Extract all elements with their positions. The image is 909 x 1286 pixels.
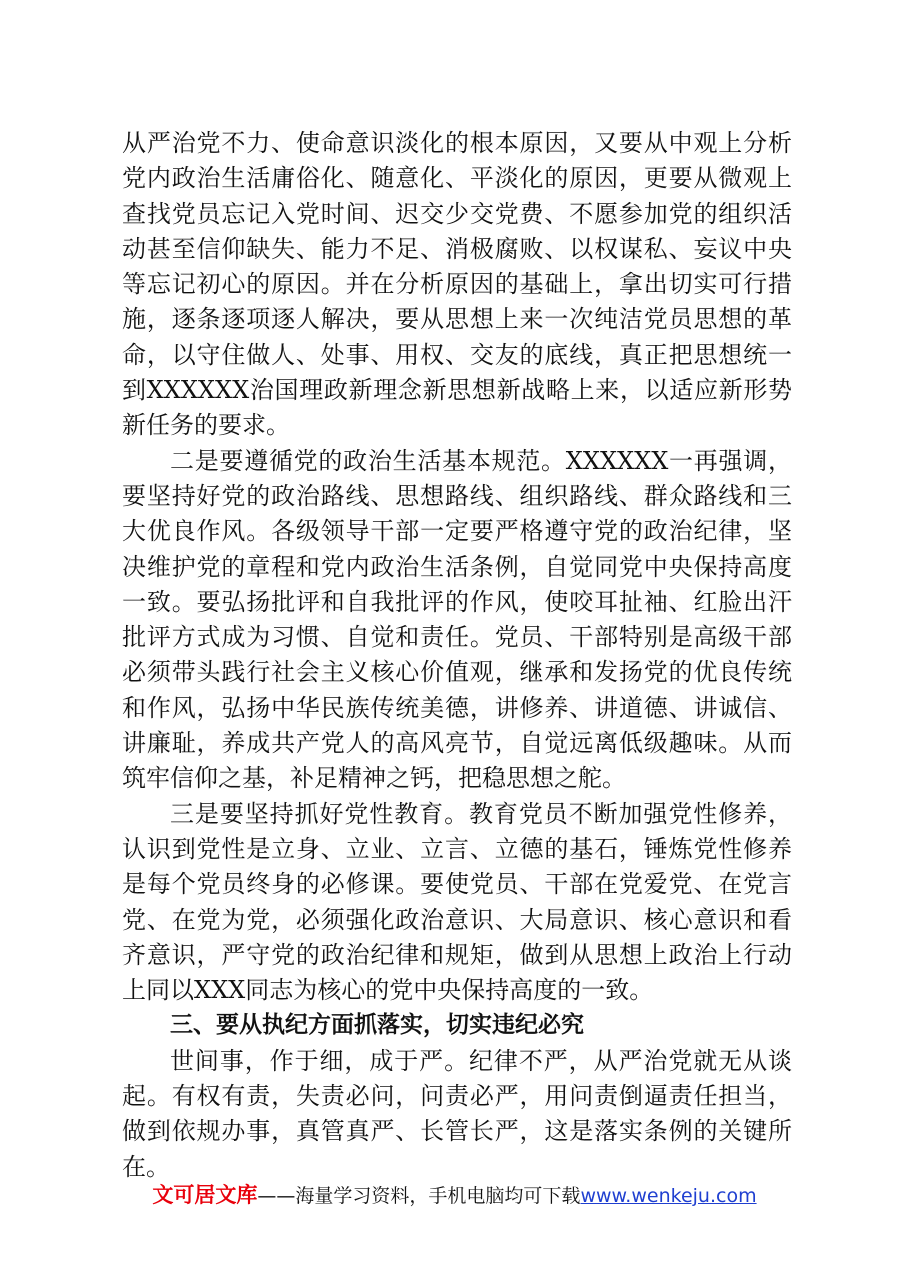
footer-website-link[interactable]: www.wenkeju.com [580, 1185, 757, 1207]
paragraph-continuation: 从严治党不力、使命意识淡化的根本原因，又要从中观上分析党内政治生活庸俗化、随意化、平淡化的原因，更要从微观上查找党员忘记入党时间、迟交少交党费、不愿参加党的组织活动甚至信仰缺失、能力不足、消极腐败、以权谋私、妄议中央等忘记初心的原因。并在分析原因的基础上，拿出切实可行措施，逐条逐项逐人解决，要从思想上来一次纯洁党员思想的革命，以守住做人、处事、用权、交友的底线，真正把思想统一到XXXXXX治国理政新理念新思想新战略上来，以适应新形势新任务的要求。 [122, 129, 792, 440]
footer-brand: 文可居文库 [152, 1183, 258, 1207]
paragraph-discipline: 世间事，作于细，成于严。纪律不严，从严治党就无从谈起。有权有责，失责必问，问责必严，用问责倒逼责任担当，做到依规办事，真管真严、长管长严，这是落实条例的关键所在。 [122, 1046, 792, 1181]
document-body [122, 126, 792, 1185]
footer-banner [0, 1181, 909, 1210]
section-heading: 三、要从执纪方面抓落实，切实违纪必究 [170, 1012, 584, 1039]
footer-dash: —— [257, 1185, 296, 1207]
paragraph-party-political-life: 二是要遵循党的政治生活基本规范。XXXXXX一再强调，要坚持好党的政治路线、思想路线、组织路线、群众路线和三大优良作风。各级领导干部一定要严格遵守党的政治纪律，坚决维护党的章程和党内政治生活条例，自觉同党中央保持高度一致。要弘扬批评和自我批评的作风，使咬耳扯袖、红脸出汗批评方式成为习惯、自觉和责任。党员、干部特别是高级干部必须带头践行社会主义核心价值观，继承和发扬党的优良传统和作风，弘扬中华民族传统美德，讲修养、讲道德、讲诚信、讲廉耻，养成共产党人的高风亮节，自觉远离低级趣味。从而筑牢信仰之基，补足精神之钙，把稳思想之舵。 [122, 446, 792, 793]
paragraph-party-education: 三是要坚持抓好党性教育。教育党员不断加强党性修养，认识到党性是立身、立业、立言、立德的基石，锤炼党性修养是每个党员终身的必修课。要使党员、干部在党爱党、在党言党、在党为党，必须强化政治意识、大局意识、核心意识和看齐意识，严守党的政治纪律和规矩，做到从思想上政治上行动上同以XXX同志为核心的党中央保持高度的一致。 [122, 799, 792, 1005]
footer-tagline: 海量学习资料，手机电脑均可下载 [295, 1185, 581, 1207]
